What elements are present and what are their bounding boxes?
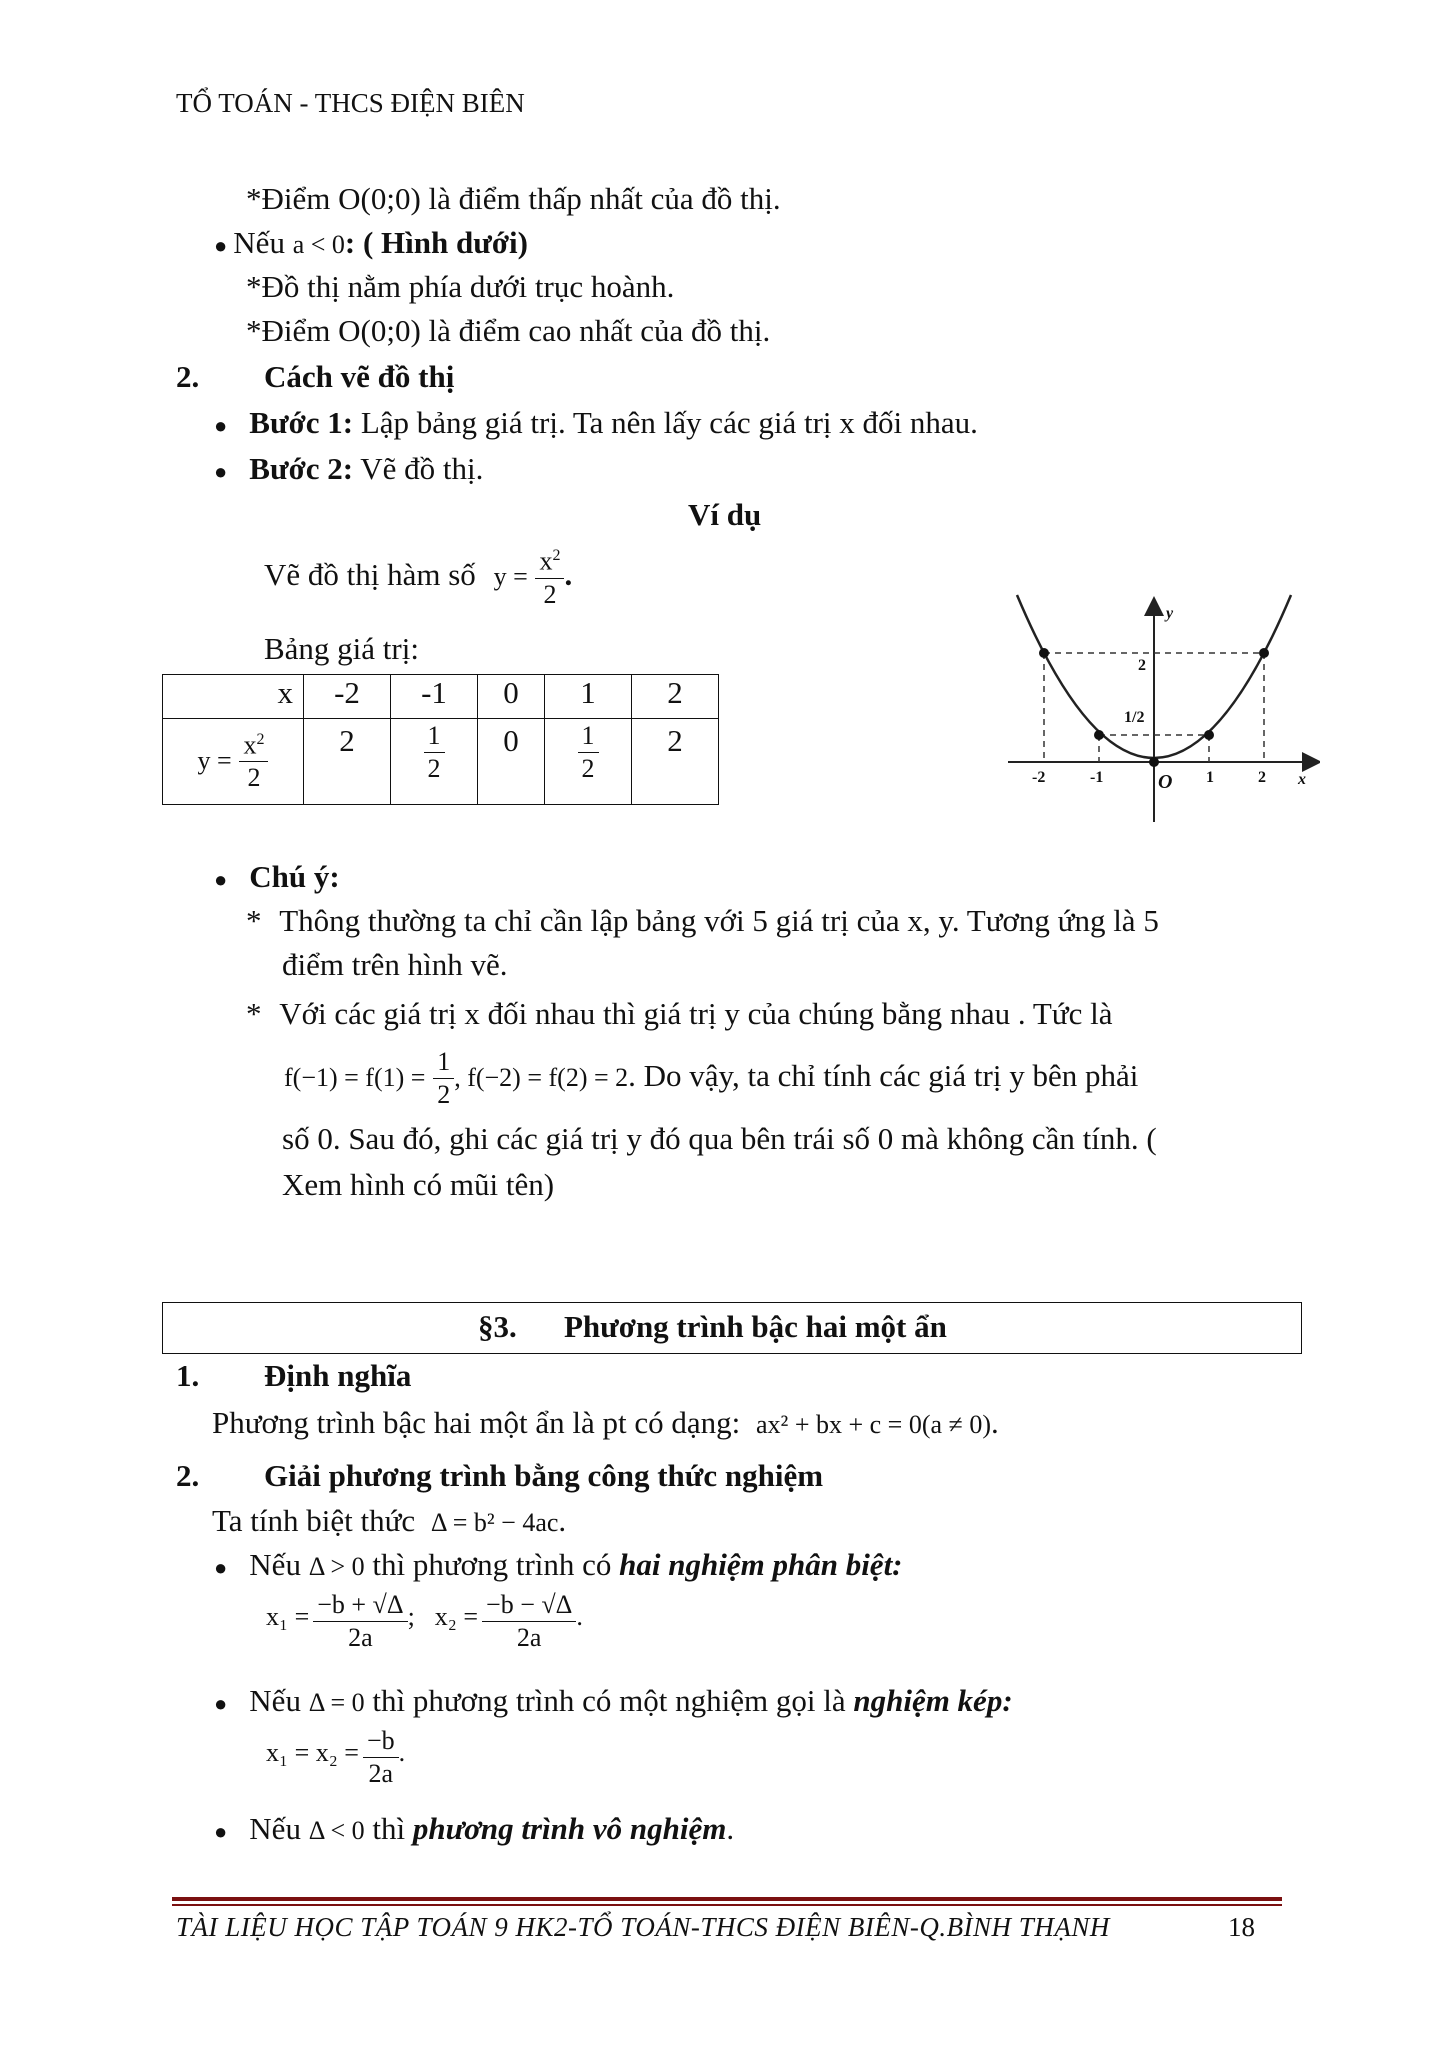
star-bullet: * (246, 996, 262, 1031)
x-axis-label: x (1298, 771, 1306, 788)
footer-rule (172, 1897, 1282, 1901)
page-header: TỔ TOÁN - THCS ĐIỆN BIÊN (176, 88, 525, 118)
page-number: 18 (1228, 1912, 1255, 1942)
note-text: Với các giá trị x đối nhau thì giá trị y của chúng bằng nhau . Tức là (279, 996, 1113, 1031)
note-text: . Do vậy, ta chỉ tính các giá trị y bên phải (628, 1058, 1139, 1093)
case-double-root (214, 1682, 1013, 1723)
function-fraction (535, 548, 564, 608)
case-text: thì phương trình có (372, 1547, 612, 1582)
section-3-title: Phương trình bậc hai một ẩn (564, 1309, 947, 1344)
y-label-fraction: $\frac{x^2}{2}$ (239, 732, 268, 792)
prompt-text: Vẽ đồ thị hàm số (264, 557, 476, 592)
double-root-lhs: x₁ = x₂ = (266, 1738, 359, 1768)
table-caption: Bảng giá trị: (264, 631, 419, 666)
two-roots-formula: x₁ = $\frac{-b + √\Delta}{2a}$ ; x₂ = $\frac{-b - √\Delta}{2a}$ . (266, 1590, 583, 1652)
case-condition: Δ < 0 (308, 1816, 365, 1845)
case-no-root: ● Nếu Δ < 0 thì phương trình vô nghiệm. (214, 1811, 735, 1846)
double-root-fraction: $\frac{-b}{2a}$ (363, 1728, 399, 1787)
bullet-icon: ● (214, 233, 228, 258)
equation-part: f(−1) = f(1) = (284, 1063, 426, 1092)
table-cell (391, 719, 478, 805)
step-1-label: Bước 1: (249, 405, 354, 440)
x2-fraction: $\frac{-b - √\Delta}{2a}$ (482, 1592, 576, 1651)
bullet-prefix: Nếu (233, 225, 293, 260)
half-fraction: $\frac{1}{2}$ (424, 723, 445, 782)
note-text: Thông thường ta chỉ cần lập bảng với 5 giá trị của x, y. Tương ứng là 5 (279, 903, 1159, 938)
value-table (162, 674, 719, 805)
case-prefix: Nếu (249, 1683, 301, 1718)
bullet-icon: ● (214, 459, 228, 484)
section-2-title: Cách vẽ đồ thị (264, 359, 455, 394)
y-tick-label: 1/2 (1124, 709, 1145, 726)
bullet-icon: ● (214, 867, 228, 892)
footer-text: TÀI LIỆU HỌC TẬP TOÁN 9 HK2-TỔ TOÁN-THCS ĐIỆN BIÊN-Q.BÌNH THẠNH (176, 1912, 1110, 1942)
fraction-numerator: x (539, 546, 553, 576)
case-emphasis: hai nghiệm phân biệt: (619, 1547, 903, 1582)
case-condition: Δ > 0 (308, 1552, 365, 1581)
note-item-2 (246, 995, 1112, 1033)
step-1-text: Lập bảng giá trị. Ta nên lấy các giá trị x đối nhau. (353, 405, 978, 440)
table-header-cell (163, 719, 304, 805)
table-cell: 2 (632, 675, 719, 719)
case-prefix: Nếu (249, 1547, 301, 1582)
function-lhs: y = (493, 562, 528, 591)
x-tick-label: 2 (1258, 769, 1266, 786)
bullet-icon: ● (214, 1819, 228, 1844)
table-cell: 1 (545, 675, 632, 719)
table-row (163, 719, 719, 805)
note-label: Chú ý: (249, 859, 340, 894)
parabola-graph (1000, 590, 1320, 830)
definition-title: Định nghĩa (264, 1358, 412, 1393)
table-header-cell: x (163, 675, 304, 719)
case-emphasis: phương trình vô nghiệm (412, 1811, 727, 1846)
step-2 (214, 450, 483, 491)
note-item-2-line4: Xem hình có mũi tên) (282, 1167, 555, 1202)
footer-rule (172, 1904, 1282, 1906)
table-row (163, 675, 719, 719)
bullet-a-negative (214, 224, 528, 265)
table-cell: 2 (632, 719, 719, 805)
solution-number: 2. (176, 1458, 200, 1493)
x2-lhs: x₂ = (434, 1602, 479, 1632)
note-item-1 (246, 902, 1159, 940)
bullet-icon: ● (214, 413, 228, 438)
y-label-lhs: y = (197, 745, 232, 775)
star-bullet: * (246, 903, 262, 938)
discriminant-text: Ta tính biệt thức (212, 1503, 416, 1538)
definition-text: Phương trình bậc hai một ẩn là pt có dạng: ax² + bx + c = 0(a ≠ 0). (212, 1405, 999, 1440)
case-two-roots (214, 1546, 903, 1587)
lowest-point-note: *Điểm O(0;0) là điểm thấp nhất của đồ thị. (246, 181, 781, 216)
step-2-text: Vẽ đồ thị. (353, 451, 484, 486)
half-fraction: $\frac{1}{2}$ (578, 723, 599, 782)
definition-number: 1. (176, 1358, 200, 1393)
fraction-exponent: 2 (552, 547, 561, 565)
table-cell: 2 (304, 719, 391, 805)
section-3-number: §3. (478, 1309, 517, 1344)
condition-formula: a < 0 (292, 230, 345, 259)
fraction-denominator: 2 (543, 579, 557, 609)
highest-point-note: *Điểm O(0;0) là điểm cao nhất của đồ thị. (246, 313, 771, 348)
definition-body: Phương trình bậc hai một ẩn là pt có dạng: (212, 1405, 741, 1440)
note-item-1-cont: điểm trên hình vẽ. (282, 947, 508, 982)
example-prompt: Vẽ đồ thị hàm số y = $\frac{x^2}{2}$ . (264, 546, 573, 609)
discriminant-formula: Δ = b² − 4ac (430, 1508, 559, 1537)
x1-lhs: x₁ = (266, 1602, 310, 1632)
origin-label: O (1158, 771, 1173, 793)
x-tick-label: 1 (1206, 769, 1214, 786)
solution-title: Giải phương trình bằng công thức nghiệm (264, 1458, 824, 1493)
bullet-suffix: : ( Hình dưới) (344, 225, 528, 260)
case-text: thì phương trình có một nghiệm gọi là (372, 1683, 846, 1718)
x-tick-label: -2 (1032, 769, 1046, 786)
step-2-label: Bước 2: (249, 451, 354, 486)
below-axis-note: *Đồ thị nằm phía dưới trục hoành. (246, 269, 675, 304)
table-cell: 0 (478, 719, 545, 805)
note-equation-line (284, 1040, 1138, 1114)
bullet-icon: ● (214, 1555, 228, 1580)
case-condition: Δ = 0 (308, 1688, 365, 1717)
case-text: thì (372, 1811, 406, 1846)
x1-fraction: $\frac{-b + √\Delta}{2a}$ (313, 1592, 407, 1651)
half-fraction: $\frac{1}{2}$ (433, 1049, 454, 1108)
note-item-2-line3: số 0. Sau đó, ghi các giá trị y đó qua bên trái số 0 mà không cần tính. ( (282, 1121, 1157, 1156)
table-cell: -2 (304, 675, 391, 719)
discriminant-line: Ta tính biệt thức Δ = b² − 4ac. (212, 1503, 567, 1538)
example-heading: Ví dụ (688, 497, 762, 532)
section-2-number: 2. (176, 359, 200, 394)
table-cell (545, 719, 632, 805)
step-1 (214, 404, 978, 445)
table-cell: -1 (391, 675, 478, 719)
note-heading (214, 858, 340, 899)
case-emphasis: nghiệm kép: (853, 1683, 1013, 1718)
x-tick-label: -1 (1090, 769, 1104, 786)
y-tick-label: 2 (1138, 657, 1146, 674)
case-prefix: Nếu (249, 1811, 301, 1846)
table-cell: 0 (478, 675, 545, 719)
double-root-formula: x₁ = x₂ = $\frac{-b}{2a}$ . (266, 1726, 406, 1788)
bullet-icon: ● (214, 1691, 228, 1716)
y-axis-label: y (1166, 605, 1174, 622)
quadratic-formula: ax² + bx + c = 0(a ≠ 0) (755, 1410, 991, 1439)
equation-part: , f(−2) = f(2) = 2 (454, 1063, 629, 1092)
